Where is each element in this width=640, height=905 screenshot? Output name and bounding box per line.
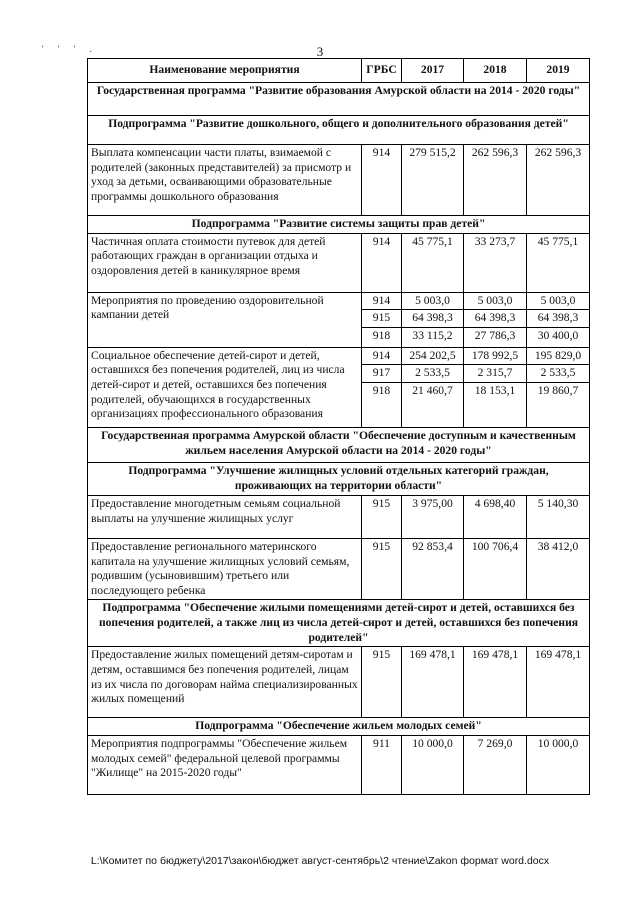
row-grbs: 911 [362,735,402,794]
row-2019: 30 400,0 [527,327,590,347]
header-2018: 2018 [464,59,527,83]
row-grbs: 915 [362,538,402,599]
header-grbs: ГРБС [362,59,402,83]
subprogram-row [88,116,590,145]
header-name: Наименование мероприятия [88,59,362,83]
row-2018: 2 315,7 [464,365,527,383]
row-2019: 19 860,7 [527,382,590,427]
row-2019: 195 829,0 [527,347,590,365]
table-row [88,292,590,310]
row-2019: 64 398,3 [527,310,590,328]
row-2019: 5 003,0 [527,292,590,310]
row-2017: 92 853,4 [402,538,464,599]
subprogram-title: Подпрограмма "Развитие дошкольного, общего и дополнительного образования детей" [88,116,590,145]
row-2019: 10 000,0 [527,735,590,794]
row-name: Предоставление многодетным семьям социальной выплаты на улучшение жилищных услуг [88,495,362,538]
row-name: Социальное обеспечение детей-сирот и детей, оставшихся без попечения родителей, лиц из числа детей-сирот и детей, оставшихся без попечения родителей, обучающихся в государственных организациях профессионального образования [88,347,362,427]
row-2018: 262 596,3 [464,145,527,216]
row-2019: 38 412,0 [527,538,590,599]
row-2019: 45 775,1 [527,233,590,292]
row-grbs: 918 [362,327,402,347]
row-grbs: 914 [362,145,402,216]
table-row [88,647,590,718]
row-2017: 3 975,00 [402,495,464,538]
table-row [88,233,590,292]
row-2018: 5 003,0 [464,292,527,310]
page-number: 3 [316,44,324,59]
footer-file-path: L:\Комитет по бюджету\2017\закон\бюджет август-сентябрь\2 чтение\Zakon формат word.docx [90,855,550,867]
row-grbs: 914 [362,292,402,310]
row-name: Выплата компенсации части платы, взимаемой с родителей (законных представителей) за присмотр и уход за детьми, осваивающими образовательные программы дошкольного образования [88,145,362,216]
row-2018: 64 398,3 [464,310,527,328]
row-2018: 178 992,5 [464,347,527,365]
program-title: Государственная программа "Развитие образования Амурской области на 2014 - 2020 годы" [88,83,590,116]
row-2018: 7 269,0 [464,735,527,794]
row-name: Мероприятия по проведению оздоровительной кампании детей [88,292,362,347]
row-2018: 100 706,4 [464,538,527,599]
row-2017: 33 115,2 [402,327,464,347]
table-row [88,145,590,216]
row-2017: 2 533,5 [402,365,464,383]
row-2017: 254 202,5 [402,347,464,365]
table-row [88,735,590,794]
row-grbs: 915 [362,647,402,718]
row-grbs: 917 [362,365,402,383]
row-grbs: 914 [362,233,402,292]
subprogram-title: Подпрограмма "Обеспечение жильем молодых семей" [88,718,590,736]
row-name: Предоставление регионального материнского капитала на улучшение жилищных условий семьям, родившим (усыновившим) третьего или последующего ребенка [88,538,362,599]
program-row [88,83,590,116]
program-title: Государственная программа Амурской области "Обеспечение доступным и качественным жильем населения Амурской области на 2014 - 2020 годы" [88,427,590,462]
subprogram-row [88,216,590,234]
subprogram-row [88,718,590,736]
row-2017: 279 515,2 [402,145,464,216]
subprogram-title: Подпрограмма "Обеспечение жилыми помещениями детей-сирот и детей, оставшихся без попечения родителей, а также лиц из числа детей-сирот и детей, оставшихся без попечения родителей" [88,600,590,647]
table-row [88,495,590,538]
row-2017: 5 003,0 [402,292,464,310]
row-2018: 27 786,3 [464,327,527,347]
header-2019: 2019 [527,59,590,83]
row-2018: 4 698,40 [464,495,527,538]
table-row [88,538,590,599]
row-2017: 64 398,3 [402,310,464,328]
row-2019: 5 140,30 [527,495,590,538]
row-grbs: 915 [362,495,402,538]
row-2018: 169 478,1 [464,647,527,718]
program-row [88,427,590,462]
row-2017: 45 775,1 [402,233,464,292]
table-header-row [88,59,590,83]
row-2017: 169 478,1 [402,647,464,718]
budget-table [87,58,590,795]
row-2017: 21 460,7 [402,382,464,427]
row-2019: 262 596,3 [527,145,590,216]
row-2017: 10 000,0 [402,735,464,794]
row-name: Мероприятия подпрограммы "Обеспечение жильем молодых семей" федеральной целевой программы "Жилище" на 2015-2020 годы" [88,735,362,794]
row-name: Частичная оплата стоимости путевок для детей работающих граждан в организации отдыха и оздоровления детей в каникулярное время [88,233,362,292]
row-name: Предоставление жилых помещений детям-сиротам и детям, оставшимся без попечения родителей, лицам из их числа по договорам найма специализированных жилых помещений [88,647,362,718]
row-grbs: 918 [362,382,402,427]
subprogram-row [88,462,590,495]
table-row [88,347,590,365]
header-2017: 2017 [402,59,464,83]
row-2018: 18 153,1 [464,382,527,427]
subprogram-title: Подпрограмма "Развитие системы защиты прав детей" [88,216,590,234]
row-2019: 2 533,5 [527,365,590,383]
subprogram-row [88,600,590,647]
subprogram-title: Подпрограмма "Улучшение жилищных условий отдельных категорий граждан, проживающих на территории области" [88,462,590,495]
row-grbs: 915 [362,310,402,328]
corner-marks: ' ' ' . [42,44,98,54]
row-grbs: 914 [362,347,402,365]
row-2019: 169 478,1 [527,647,590,718]
row-2018: 33 273,7 [464,233,527,292]
